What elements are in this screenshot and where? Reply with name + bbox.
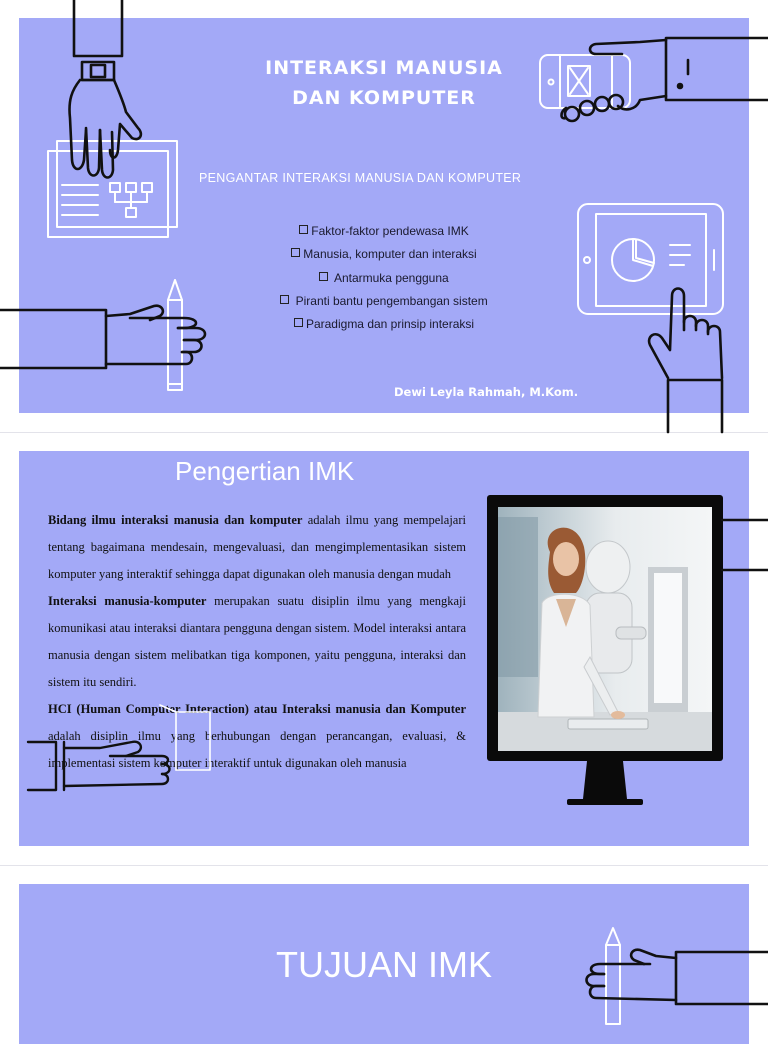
monitor-image bbox=[487, 495, 723, 761]
monitor-stand bbox=[565, 761, 645, 807]
topic-item: Faktor-faktor pendewasa IMK bbox=[19, 220, 749, 243]
slide-3 bbox=[19, 884, 749, 1044]
topic-item: Paradigma dan prinsip interaksi bbox=[19, 313, 749, 336]
slide-divider bbox=[0, 432, 768, 433]
topic-list bbox=[19, 220, 749, 336]
checkbox-icon bbox=[291, 248, 300, 257]
topic-item: Piranti bantu pengembangan sistem bbox=[19, 290, 749, 313]
slide-1 bbox=[19, 18, 749, 413]
slide-1-title bbox=[19, 53, 749, 113]
title-line-1: INTERAKSI MANUSIA bbox=[19, 53, 749, 83]
slide-2-title: Pengertian IMK bbox=[175, 456, 354, 487]
slide-1-subtitle: PENGANTAR INTERAKSI MANUSIA DAN KOMPUTER bbox=[199, 171, 521, 185]
woman-and-robot-photo bbox=[498, 507, 712, 751]
paragraph-2: Interaksi manusia-komputer merupakan suatu disiplin ilmu yang mengkaji komunikasi atau interaksi diantara pengguna dengan sistem. Model interaksi antara manusia dengan sistem melibatkan tiga komponen, yaitu pengguna, interaksi dan sistem itu sendiri. bbox=[48, 588, 466, 696]
paragraph-3: HCI (Human Computer Interaction) atau Interaksi manusia dan Komputer adalah disiplin ilmu yang berhubungan dengan perancangan, evaluasi, & implementasi sistem komputer interaktif untuk digunakan oleh manusia bbox=[48, 696, 466, 777]
checkbox-icon bbox=[299, 225, 308, 234]
checkbox-icon bbox=[319, 272, 328, 281]
title-line-2: DAN KOMPUTER bbox=[19, 83, 749, 113]
author-name: Dewi Leyla Rahmah, M.Kom. bbox=[394, 385, 578, 399]
slide-2 bbox=[19, 451, 749, 846]
slide-2-body bbox=[48, 507, 466, 777]
topic-item: Manusia, komputer dan interaksi bbox=[19, 243, 749, 266]
topic-item: Antarmuka pengguna bbox=[19, 267, 749, 290]
slide-divider bbox=[0, 865, 768, 866]
checkbox-icon bbox=[280, 295, 289, 304]
paragraph-1: Bidang ilmu interaksi manusia dan komputer adalah ilmu yang mempelajari tentang bagaimana mendesain, mengevaluasi, dan mengimplementasikan sistem komputer yang interaktif sehingga dapat digunakan oleh manusia dengan mudah bbox=[48, 507, 466, 588]
checkbox-icon bbox=[294, 318, 303, 327]
slide-3-title: TUJUAN IMK bbox=[19, 944, 749, 986]
